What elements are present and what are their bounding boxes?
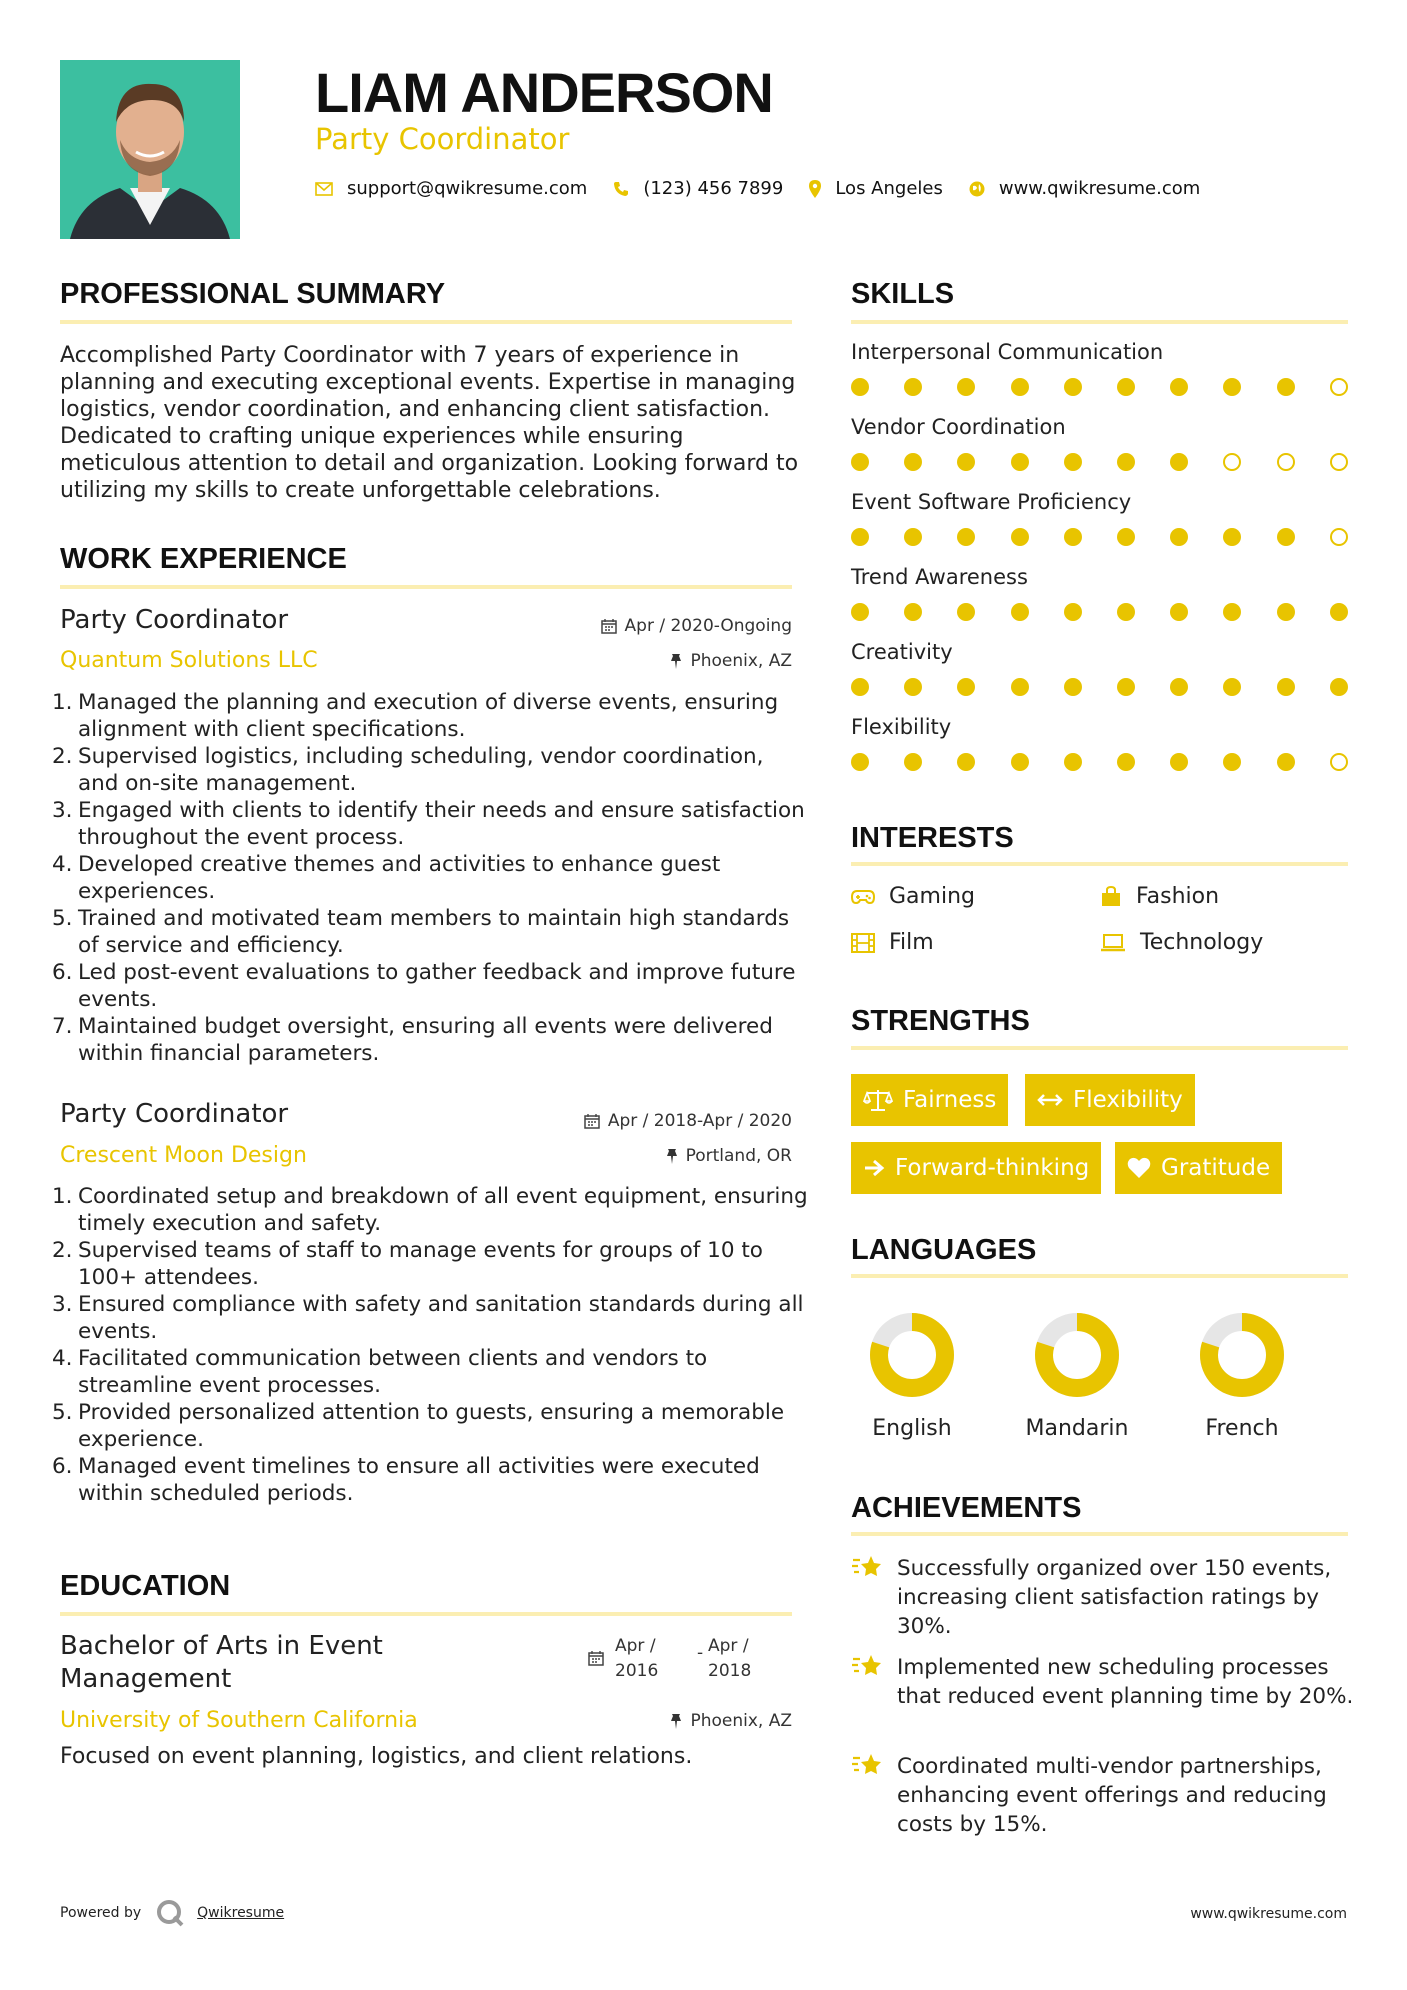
balance-scale-icon	[863, 1088, 893, 1112]
achievement-text: Implemented new scheduling processes that reduced event planning time by 20%.	[897, 1655, 1354, 1709]
strength-label: Gratitude	[1161, 1155, 1271, 1181]
language-label: Mandarin	[1025, 1416, 1129, 1441]
bullet-text: Supervised teams of staff to manage events for groups of 10 to 100+ attendees.	[78, 1238, 763, 1290]
strength-label: Fairness	[903, 1087, 997, 1113]
achievement-text: Coordinated multi-vendor partnerships, enhancing event offerings and reducing costs by 15%.	[897, 1754, 1327, 1837]
skill-dot	[1064, 753, 1082, 771]
skill-dot	[904, 678, 922, 696]
skill-rating	[851, 378, 1353, 398]
film-icon	[851, 933, 875, 953]
contact-website[interactable]	[969, 178, 1200, 199]
skill-dot	[1330, 528, 1348, 546]
summary-heading: PROFESSIONAL SUMMARY	[60, 278, 446, 310]
languages-heading: LANGUAGES	[851, 1234, 1037, 1266]
contact-phone-text: (123) 456 7899	[643, 178, 784, 199]
skill-rating	[851, 753, 1353, 773]
skill-dot	[1011, 378, 1029, 396]
language-donut	[1197, 1310, 1287, 1400]
contact-website-text: www.qwikresume.com	[998, 178, 1201, 199]
skills-divider	[851, 320, 1348, 324]
skill-dot	[904, 453, 922, 471]
skill-dot	[1223, 378, 1241, 396]
pushpin-icon	[670, 653, 682, 669]
trophy-star-icon	[851, 1554, 883, 1582]
list-item: 4. Developed creative themes and activities to enhance guest experiences.	[52, 852, 721, 904]
trophy-star-icon	[851, 1653, 883, 1681]
skill-dot	[1223, 528, 1241, 546]
list-item: 1. Managed the planning and execution of diverse events, ensuring alignment with client specifications.	[52, 690, 779, 742]
skill-label: Vendor Coordination	[851, 415, 1066, 439]
bullet-text: Managed event timelines to ensure all activities were executed within scheduled periods.	[78, 1454, 760, 1506]
gamepad-icon	[851, 889, 875, 905]
skill-label: Interpersonal Communication	[851, 340, 1164, 364]
footer-website[interactable]: www.qwikresume.com	[1190, 1906, 1347, 1922]
skill-dot	[1277, 678, 1295, 696]
list-item: 4. Facilitated communication between clients and vendors to streamline event processes.	[52, 1346, 708, 1398]
contact-phone[interactable]	[613, 178, 783, 199]
achievements-heading: ACHIEVEMENTS	[851, 1492, 1082, 1524]
job-location	[666, 1146, 792, 1166]
brand-link[interactable]: Qwikresume	[197, 1905, 285, 1921]
list-item: 6. Led post-event evaluations to gather feedback and improve future events.	[52, 960, 796, 1012]
achievements-divider	[851, 1532, 1348, 1536]
experience-divider	[60, 585, 792, 589]
skill-dot	[1011, 678, 1029, 696]
interest-item-gaming	[851, 884, 975, 909]
list-item: 2. Supervised logistics, including scheduling, vendor coordination, and on-site management.	[52, 744, 764, 796]
skill-dot	[1064, 378, 1082, 396]
language-item	[1162, 1310, 1322, 1404]
achievement-item	[851, 1554, 1361, 1641]
skill-dot	[957, 603, 975, 621]
interest-item-fashion	[1100, 884, 1219, 909]
job-bullet-list	[50, 689, 810, 1067]
interests-heading: INTERESTS	[851, 822, 1014, 854]
skill-dot	[1330, 603, 1348, 621]
skill-dot	[957, 378, 975, 396]
skill-dot	[1117, 528, 1135, 546]
skill-dot	[1277, 453, 1295, 471]
skill-label: Event Software Proficiency	[851, 490, 1132, 514]
job-location	[670, 651, 792, 671]
bullet-text: Supervised logistics, including scheduling, vendor coordination, and on-site management.	[78, 744, 764, 796]
skill-dot	[1277, 603, 1295, 621]
interests-divider	[851, 862, 1348, 866]
profile-photo	[60, 60, 240, 239]
candidate-name: LIAM ANDERSON	[315, 61, 773, 124]
skill-rating	[851, 678, 1353, 698]
skill-dot	[851, 753, 869, 771]
list-item: 5. Provided personalized attention to guests, ensuring a memorable experience.	[52, 1400, 785, 1452]
strength-label: Flexibility	[1073, 1087, 1183, 1113]
strengths-divider	[851, 1046, 1348, 1050]
bullet-text: Trained and motivated team members to maintain high standards of service and efficiency.	[78, 906, 790, 958]
contact-bar	[315, 178, 1226, 199]
education-description: Focused on event planning, logistics, and client relations.	[60, 1744, 693, 1769]
job-dates-text: Apr / 2018-Apr / 2020	[607, 1111, 792, 1131]
skill-dot	[1064, 678, 1082, 696]
edu-start-month: Apr /	[615, 1636, 656, 1656]
skill-dot	[904, 378, 922, 396]
bullet-text: Facilitated communication between clients and vendors to streamline event processes.	[78, 1346, 708, 1398]
skill-dot	[851, 528, 869, 546]
strength-tag	[1115, 1142, 1282, 1194]
job-location-text: Phoenix, AZ	[690, 651, 792, 671]
list-item: 2. Supervised teams of staff to manage events for groups of 10 to 100+ attendees.	[52, 1238, 763, 1290]
skill-dot	[851, 603, 869, 621]
achievement-text: Successfully organized over 150 events, increasing client satisfaction ratings by 30%.	[897, 1556, 1332, 1639]
powered-by-text: Powered by	[60, 1905, 142, 1921]
heart-icon	[1127, 1157, 1151, 1179]
skill-dot	[904, 528, 922, 546]
skill-dot	[1277, 528, 1295, 546]
skill-dot	[1330, 378, 1348, 396]
skill-dot	[851, 678, 869, 696]
skill-dot	[1011, 753, 1029, 771]
edu-end-month: Apr /	[708, 1636, 749, 1656]
interest-item-film	[851, 930, 934, 955]
job-bullet-list	[50, 1183, 810, 1507]
school-name: University of Southern California	[60, 1708, 418, 1733]
globe-icon	[969, 181, 985, 197]
calendar-icon	[601, 618, 617, 634]
contact-email-text: support@qwikresume.com	[347, 178, 588, 199]
skill-dot	[1117, 378, 1135, 396]
edu-end-year: 2018	[708, 1661, 752, 1681]
strengths-heading: STRENGTHS	[851, 1005, 1030, 1037]
skill-dot	[1223, 453, 1241, 471]
list-item: 5. Trained and motivated team members to maintain high standards of service and efficiency.	[52, 906, 790, 958]
list-item: 1. Coordinated setup and breakdown of all event equipment, ensuring timely execution and safety.	[52, 1184, 808, 1236]
skill-dot	[1170, 603, 1188, 621]
contact-location-text: Los Angeles	[835, 178, 943, 199]
skill-dot	[1011, 453, 1029, 471]
skill-label: Creativity	[851, 640, 953, 664]
skill-dot	[1117, 603, 1135, 621]
education-location	[670, 1711, 792, 1731]
skill-dot	[1170, 453, 1188, 471]
skill-dot	[957, 528, 975, 546]
strength-tag	[851, 1074, 1008, 1126]
laptop-icon	[1100, 934, 1126, 952]
job-title: Party Coordinator	[60, 1099, 289, 1129]
pushpin-icon	[666, 1148, 678, 1164]
skill-dot	[1223, 753, 1241, 771]
skill-dot	[1170, 753, 1188, 771]
experience-heading: WORK EXPERIENCE	[60, 543, 347, 575]
skill-dot	[1330, 753, 1348, 771]
company-name: Quantum Solutions LLC	[60, 648, 318, 673]
interest-label: Technology	[1140, 930, 1264, 955]
trophy-star-icon	[851, 1752, 883, 1780]
skill-dot	[1170, 378, 1188, 396]
education-location-text: Phoenix, AZ	[690, 1711, 792, 1731]
skill-rating	[851, 453, 1353, 473]
skill-dot	[1117, 678, 1135, 696]
skill-label: Flexibility	[851, 715, 952, 739]
job-dates	[601, 616, 792, 636]
list-item: 3. Ensured compliance with safety and sanitation standards during all events.	[52, 1292, 804, 1344]
language-donut	[1032, 1310, 1122, 1400]
skills-heading: SKILLS	[851, 278, 955, 310]
education-heading: EDUCATION	[60, 1570, 231, 1602]
arrow-right-icon	[863, 1159, 885, 1177]
calendar-icon	[584, 1113, 600, 1129]
language-item	[832, 1310, 992, 1404]
strength-label: Forward-thinking	[895, 1155, 1090, 1181]
skill-dot	[957, 753, 975, 771]
shopping-bag-icon	[1100, 886, 1122, 908]
skill-dot	[957, 453, 975, 471]
skill-rating	[851, 603, 1353, 623]
education-dates	[588, 1634, 768, 1684]
company-name: Crescent Moon Design	[60, 1143, 307, 1168]
qwikresume-logo-icon	[155, 1898, 185, 1928]
skill-label: Trend Awareness	[851, 565, 1028, 589]
interest-label: Film	[889, 930, 934, 955]
skill-dot	[1170, 528, 1188, 546]
bullet-text: Ensured compliance with safety and sanitation standards during all events.	[78, 1292, 804, 1344]
language-item	[997, 1310, 1157, 1404]
job-dates-text: Apr / 2020-Ongoing	[624, 616, 792, 636]
skill-dot	[1170, 678, 1188, 696]
bullet-text: Engaged with clients to identify their needs and ensure satisfaction throughout the event process.	[78, 798, 805, 850]
skill-dot	[1223, 678, 1241, 696]
contact-location	[809, 178, 943, 199]
languages-divider	[851, 1274, 1348, 1278]
pushpin-icon	[670, 1713, 682, 1729]
skill-dot	[1330, 453, 1348, 471]
skill-dot	[1064, 528, 1082, 546]
bullet-text: Coordinated setup and breakdown of all event equipment, ensuring timely execution and safety.	[78, 1184, 808, 1236]
edu-start-year: 2016	[615, 1661, 659, 1681]
skill-dot	[1064, 603, 1082, 621]
skill-dot	[1117, 453, 1135, 471]
interest-label: Fashion	[1136, 884, 1220, 909]
job-title: Party Coordinator	[60, 605, 289, 635]
summary-text: Accomplished Party Coordinator with 7 years of experience in planning and executing exceptional events. Expertise in managing logistics, vendor coordination, and enhancing client satisfaction. Dedicated to crafting unique experiences while ensuring meticulous attention to detail and organization. Looking forward to utilizing my skills to create unforgettable celebrations.	[60, 343, 799, 503]
edu-date-separator: -	[697, 1643, 704, 1663]
skill-dot	[904, 753, 922, 771]
skill-rating	[851, 528, 1353, 548]
envelope-icon	[315, 182, 333, 196]
job-location-text: Portland, OR	[685, 1146, 792, 1166]
skill-dot	[904, 603, 922, 621]
language-label: English	[872, 1416, 952, 1441]
skill-dot	[1011, 603, 1029, 621]
skill-dot	[1223, 603, 1241, 621]
skill-dot	[1064, 453, 1082, 471]
skill-dot	[851, 453, 869, 471]
degree-title: Bachelor of Arts in Event Management	[60, 1631, 383, 1694]
bullet-text: Provided personalized attention to guests, ensuring a memorable experience.	[78, 1400, 785, 1452]
language-label: French	[1205, 1416, 1279, 1441]
summary-divider	[60, 320, 792, 324]
strength-tag	[851, 1142, 1101, 1194]
bullet-text: Managed the planning and execution of diverse events, ensuring alignment with client specifications.	[78, 690, 779, 742]
arrows-horizontal-icon	[1037, 1093, 1063, 1107]
map-pin-icon	[809, 180, 821, 198]
interest-item-technology	[1100, 930, 1263, 955]
phone-icon	[613, 181, 629, 197]
bullet-text: Maintained budget oversight, ensuring all events were delivered within financial parameters.	[78, 1014, 773, 1066]
footer-powered-by	[60, 1898, 284, 1928]
skill-dot	[851, 378, 869, 396]
skill-dot	[1277, 753, 1295, 771]
strength-tag	[1025, 1074, 1195, 1126]
skill-dot	[957, 678, 975, 696]
job-dates	[584, 1111, 792, 1131]
skill-dot	[1011, 528, 1029, 546]
skill-dot	[1277, 378, 1295, 396]
contact-email[interactable]	[315, 178, 587, 199]
skill-dot	[1117, 753, 1135, 771]
bullet-text: Led post-event evaluations to gather feedback and improve future events.	[78, 960, 796, 1012]
list-item: 3. Engaged with clients to identify their needs and ensure satisfaction throughout the event process.	[52, 798, 805, 850]
list-item: 6. Managed event timelines to ensure all activities were executed within scheduled periods.	[52, 1454, 760, 1506]
candidate-role: Party Coordinator	[315, 122, 570, 156]
interest-label: Gaming	[889, 884, 975, 909]
bullet-text: Developed creative themes and activities to enhance guest experiences.	[78, 852, 721, 904]
achievement-item	[851, 1653, 1361, 1711]
achievement-item	[851, 1752, 1361, 1839]
education-divider	[60, 1612, 792, 1616]
language-donut	[867, 1310, 957, 1400]
list-item: 7. Maintained budget oversight, ensuring all events were delivered within financial parameters.	[52, 1014, 773, 1066]
calendar-icon	[588, 1650, 604, 1666]
skill-dot	[1330, 678, 1348, 696]
